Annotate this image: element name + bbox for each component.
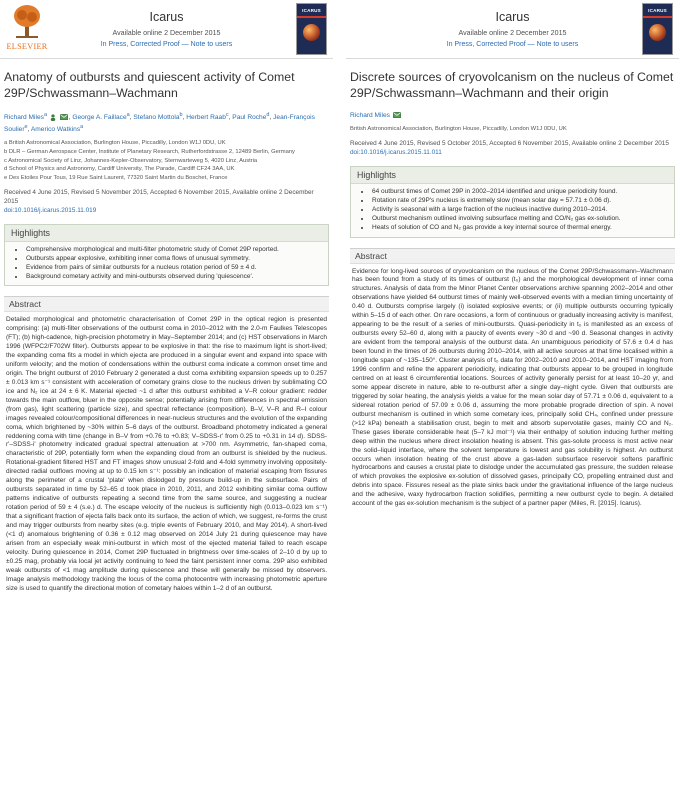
abstract-text: Evidence for long-lived sources of cryovolcanism on the nucleus of the Comet 29P/Schwassmann–Wachmann has been found from a study of its times of outburst (t₀) and the morphological development of inner coma structures. Analysis of data from the Minor Planet Center observations archive spanning 2002–2014 and other observations have yielded 64 outburst times of mainly well-observed events with a median timing uncertainty of 0.40 d. Outbursts comprise largely (i) isolated explosive events; or (ii) multiple outbursts occurring typically within 5–15 d of each other. On rare occasions, a form of continuous or gradually increasing activity is manifest, appearing to be the result of a series of mini-outbursts. Quasi-periodicity in t₀ is manifested as an excess of outbursts every 52–60 d, along with a paucity of events every ~30 d and ~90 d. Seasonal changes in activity are evident from the temporal analysis of the outburst data. An unambiguous periodicity of 57.6 ± 0.4 d has been found in the times of 26 outbursts during 2010–2014, with all active sources at that time localised within a longitude span of ~135–150°. Cluster analysis of t₀ data for 2002–2010 and 2010–2014, and HST imaging from 1996 confirm and refine the apparent periodicity, indicating that outbursts appear to be grouped in longitude centred on at least 6 circumferential locations. Sources of activity generally persist for at least 10–20 yr, and some appear discrete in nature, able to re-outburst after a single day–night cycle. Given that outbursts are triggered by solar heating, the analysis yields a value for the mean solar day of 57.71 ± 0.06 d, equivalent to a sidereal rotation period of 57.09 ± 0.06 d, assuming the more probable prograde direction of spin. A novel outburst mechanism is outlined in which some cometary ices, principally solid CH₄, confined under pressure (>12 kPa) beneath a stabilisation crust, begin to melt and absorb supervolatile gases, mainly CO and N₂. These gases liberate considerable heat (5–7 kJ mol⁻¹) via their enthalpy of solution inducing further melting deep within the nucleus where direct insolation heating is absent. This gas-solute process is most active near the solid–liquid interface, where the solvent temperature is lowest and gas solubility is highest. An outburst occurs when insolation heating of the crust above a gas-laden subsurface reservoir softens paraffinic hydrocarbons and causes a crustal plate to dislodge under the accumulated gas pressure, the sudden release of which provokes the explosive ex-solution of dissolved gases, principally CO, propelling entrained dust and debris into space. Fissures reseal as the plate sinks back under the gravitational influence of the large nucleus and the adhesive, waxy hydrocarbon fraction solidifies, permitting a new outburst cycle to begin. A detailed account of the gas ex-solution mechanism is the subject of a partner paper (Miles, R. [2015]. Icarus). bbox=[352, 267, 673, 508]
person-icon[interactable] bbox=[50, 114, 56, 121]
highlights-title: Highlights bbox=[5, 225, 328, 242]
affiliation: e Des Etoiles Pour Tous, 19 Rue Saint Laurent, 77320 Saint Martin du Boschet, France bbox=[4, 175, 228, 181]
article-left bbox=[0, 0, 333, 800]
author-list: Richard Miles$^a$ , George A. Faillace$^a$, Stefano Mottola$^b$, Herbert Raab$^c$, Paul Roche$^d$, Jean-François Soulier$^e$, Americo Watkins$^a$ bbox=[4, 112, 315, 133]
journal-cover[interactable] bbox=[642, 3, 673, 55]
highlight-item: • Rotation rate of 29P's nucleus is extremely slow (mean solar day = 57.71 ± 0.06 d). bbox=[371, 197, 668, 205]
received-dates: Received 4 June 2015, Revised 5 October 2015, Accepted 6 November 2015, Available online 2 December 2015 bbox=[350, 140, 669, 148]
affiliation: b DLR – German Aerospace Center, Institute of Planetary Research, Rutherfordstrasse 2, 12489 Berlin, Germany bbox=[4, 148, 295, 155]
abstract-title: Abstract bbox=[4, 297, 329, 312]
in-press-link[interactable]: In Press, Corrected Proof bbox=[100, 41, 180, 48]
available-date: Available online 2 December 2015 bbox=[112, 29, 221, 37]
highlight-item: • Activity is seasonal with a large fraction of the nucleus inactive during 2010–2014. bbox=[371, 206, 668, 214]
in-press-link[interactable]: In Press, Corrected Proof bbox=[446, 41, 526, 48]
author-link[interactable]: Richard Miles bbox=[4, 114, 44, 122]
cover-band bbox=[297, 16, 326, 18]
highlight-item: • Outbursts appear explosive, exhibiting inner coma flows of unusual symmetry. bbox=[25, 255, 322, 263]
doi-link[interactable]: doi:10.1016/j.icarus.2015.11.011 bbox=[350, 149, 442, 157]
journal-title[interactable]: Icarus bbox=[149, 10, 184, 24]
journal-header bbox=[346, 0, 679, 59]
doi-link[interactable]: doi:10.1016/j.icarus.2015.11.019 bbox=[4, 206, 97, 214]
author-link[interactable]: Jean-François Soulier bbox=[4, 114, 315, 133]
journal-cover[interactable] bbox=[296, 3, 327, 55]
highlights-box bbox=[4, 224, 329, 286]
abstract-text: Detailed morphological and photometric characterisation of Comet 29P in the optical region is presented comprising: (a) multi-filter observations of the outburst coma in 2010–2012 with the 2.0-m Faulkes Telescopes (FT); (b) high-cadence, high-precision photometry in May–September 2014; and (c) HST observations in March 1996 (WFPC2/F702W filter). Outbursts appear to be explosive in that: the rise to maximum light is short-lived; the expanding coma fits a model in which ejecta are produced in a singular event and expand into space with uniform velocity; and the motion of condensations within the outburst coma indicate a common onset time and origin. The bright outburst of 2010 February 2 generated a dust coma exhibiting expansion speeds up to 0.257 ± 0.013 km s⁻¹ consistent with acceleration of cometary grains close to the nucleus driven by sublimating CO ice and N₂ ice at 24 ± 6 K. Material ejected ~1 d after this outburst exhibited a V–R colour gradient: redder towards the main outflow, bluer in the opposite sense; potentially arising from differences in spectral emission (from gas), light scattering (particle size), and spectral reflectance (composition). B–V, V–R and R–I colour images revealed colour/compositional differences in near-nucleus structures and the evolution of the expanding coma, which brightened by ~30% within 5–6 days of the outburst. Broadband photometry indicated a general reddening coma with time (change in B–V from +0.76 to +0.83; V–SDSS-r' from 0.25 to +0.31 in 14 d). SDSS-r'–SDSS-i' photometry indicated gradual spectral attenuation at >700 nm. Asymmetric, fan-shaped coma, characteristic of 29P, potentially form when the expanding cloud from an outburst is shielded by the nucleus. Rotational-gradient filtered HST and FT images show unusual 2-fold and 4-fold symmetry involving oppositely-directed radial outflows moving at up to 0.15 km s⁻¹: possibly an indication of material escaping from fissures along the perimeter of a crustal 'plate' when dislodged by pressure build-up in the subsurface. Pairs of outbursts separated in time by 52–65 d took place in 2010, 2011, and 2012 exhibiting similar coma outflow patterns indicative of outbursts repeating a second time from the same source, and suggesting a nuclear rotation period of 59 ± 4 (s.e.) d. The escape velocity of the nucleus is sufficiently high (0.013–0.023 km s⁻¹) that a significant fraction of ejecta falls back onto its surface, the action of which, we suggest, re-forms the crust and may trigger outbursts from nearby sites (e.g. triple events of February 2010, and May 2014). A short-lived (<1 d) anomalous brightening of 0.36 ± 0.12 mag observed on 2014 July 21 during quiescence may have arisen from an especially weak mini-outburst in which most of the ejected material failed to reach escape velocity. During quiescence in 2014, Comet 29P fluctuated in brightness over time-scales of 2–10 d by up to ±0.25 mag, probably via local jet activity continuing to feed the faint persistent inner coma. 29P also exhibited weak outbursts of <1 mag amplitude during quiescence and these will generally be missed by observers. Image analysis methodology tracking the locus of the coma photocentre with increasing photometric aperture size is used to quantify the directional motion of cometary haloes within 1–2 d of an outburst. bbox=[6, 316, 327, 592]
abstract-section bbox=[350, 248, 675, 510]
in-press-line: In Press, Corrected Proof — Note to users bbox=[446, 41, 579, 48]
abstract-section bbox=[4, 296, 329, 594]
note-to-users-link[interactable]: Note to users bbox=[190, 41, 233, 48]
author-link[interactable]: Stefano Mottola bbox=[133, 114, 180, 122]
highlight-item: • Comprehensive morphological and multi-filter photometric study of Comet 29P reported. bbox=[25, 246, 322, 254]
email-icon[interactable] bbox=[393, 112, 401, 118]
received-dates: Received 4 June 2015, Revised 5 November 2015, Accepted 6 November 2015, Available online 2 December 2015 bbox=[4, 188, 314, 205]
highlight-item: • Background cometary activity and mini-outbursts observed during 'quiescence'. bbox=[25, 273, 322, 281]
author-link[interactable]: Paul Roche bbox=[232, 114, 267, 122]
affiliation: c Astronomical Society of Linz, Johannes-Kepler-Observatory, Sternwarteweg 5, 4020 Linz, Austria bbox=[4, 157, 258, 164]
note-to-users-link[interactable]: Note to users bbox=[536, 41, 579, 48]
in-press-line: In Press, Corrected Proof — Note to users bbox=[100, 41, 233, 48]
author-link[interactable]: Americo Watkins bbox=[30, 125, 81, 133]
highlights-box bbox=[350, 166, 675, 237]
journal-title[interactable]: Icarus bbox=[495, 10, 530, 24]
publisher-name: ELSEVIER bbox=[6, 42, 48, 51]
cover-planet-image bbox=[303, 24, 320, 41]
author-link[interactable]: George A. Faillace bbox=[72, 114, 127, 122]
cover-band bbox=[643, 16, 672, 18]
affiliation: d School of Physics and Astronomy, Cardiff University, The Parade, Cardiff CF24 3AA, UK bbox=[4, 166, 235, 173]
article-right bbox=[346, 0, 679, 800]
email-icon[interactable] bbox=[60, 114, 68, 120]
author-link[interactable]: Richard Miles bbox=[350, 112, 390, 119]
cover-title: ICARUS bbox=[648, 8, 667, 13]
highlights-list bbox=[371, 188, 668, 232]
available-date: Available online 2 December 2015 bbox=[458, 29, 567, 37]
highlight-item: • Evidence from pairs of similar outbursts for a nucleus rotation period of 59 ± 4 d. bbox=[25, 264, 322, 272]
abstract-title: Abstract bbox=[350, 249, 675, 264]
author-list bbox=[350, 111, 675, 120]
highlight-item: • Outburst mechanism outlined involving subsurface melting and CO/N₂ gas ex-solution. bbox=[371, 215, 668, 223]
article-title: Anatomy of outbursts and quiescent activity of Comet 29P/Schwassmann–Wachmann bbox=[4, 70, 295, 100]
affiliation-list bbox=[4, 139, 329, 183]
highlight-item: • 64 outburst times of Comet 29P in 2002–2014 identified and unique periodicity found. bbox=[371, 188, 668, 196]
highlights-title: Highlights bbox=[351, 167, 674, 184]
author-link[interactable]: Herbert Raab bbox=[186, 114, 226, 122]
affiliation: British Astronomical Association, Burlington House, Piccadilly, London W1J 0DU, UK bbox=[350, 126, 567, 133]
affiliation: a British Astronomical Association, Burlington House, Piccadilly, London W1J 0DU, UK bbox=[4, 140, 226, 147]
article-title: Discrete sources of cryovolcanism on the nucleus of Comet 29P/Schwassmann–Wachmann and their origin bbox=[350, 70, 674, 100]
highlight-item: • Heats of solution of CO and N₂ gas provide a key internal source of thermal energy. bbox=[371, 224, 668, 232]
highlights-list bbox=[25, 246, 322, 281]
cover-planet-image bbox=[649, 24, 666, 41]
cover-title: ICARUS bbox=[302, 8, 321, 13]
journal-header bbox=[0, 0, 333, 59]
